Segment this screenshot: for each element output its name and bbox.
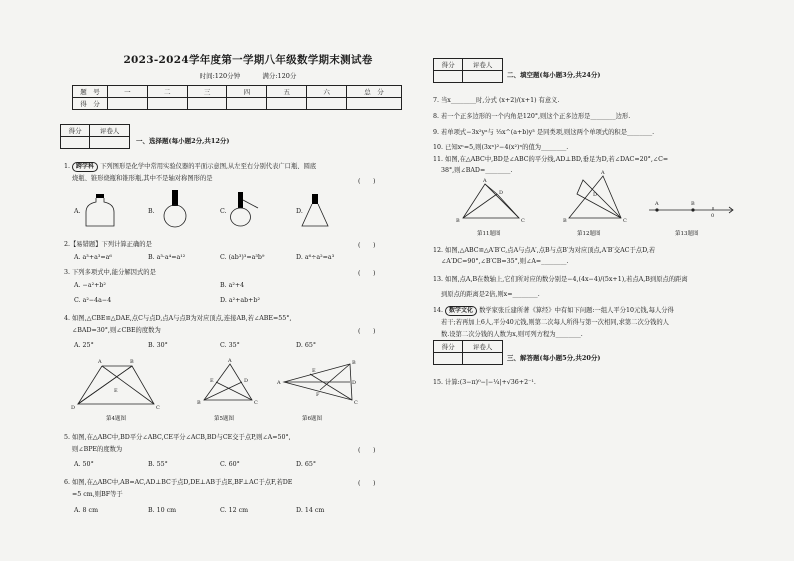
score-cell[interactable] xyxy=(108,98,148,110)
q4-option-a[interactable]: A. 25° xyxy=(74,342,94,349)
fig12-label: D xyxy=(593,192,598,198)
figure-6-caption: 第6题图 xyxy=(302,416,322,422)
question-8: 8. 若一个正多边形的一个内角是120°,则这个正多边形是________边形. xyxy=(433,113,631,120)
fig6-label: C xyxy=(354,400,358,406)
grader-score-label: 得分 xyxy=(61,125,90,137)
question-12-line2: ∠A′DC=90°,∠B′CB=35°,则∠A=________. xyxy=(441,258,569,265)
figure-5-caption: 第5题图 xyxy=(214,416,234,422)
grader-score-cell[interactable] xyxy=(434,353,463,365)
fig6-label: E xyxy=(312,368,316,374)
fig6-label: D xyxy=(352,380,357,386)
score-header-cell: 题 号 xyxy=(73,86,108,98)
fig5-label: D xyxy=(244,378,249,384)
q6-option-d[interactable]: D. 14 cm xyxy=(296,507,325,514)
grader-label: 评卷人 xyxy=(463,59,503,71)
grader-label: 评卷人 xyxy=(463,341,503,353)
figure-13-number-line xyxy=(647,198,737,218)
q1-text2: 烧瓶、锥形烧瓶和锥形瓶,其中不是轴对称图形的是 xyxy=(72,175,213,182)
wide-mouth-bottle-icon xyxy=(86,194,114,226)
grader-label: 评卷人 xyxy=(90,125,130,137)
score-table-score-row xyxy=(73,98,402,110)
question-15: 15. 计算:(3−π)⁰−|−¼|+√36+2⁻¹. xyxy=(433,379,536,386)
fig13-label: 0 xyxy=(711,213,715,219)
figure-12 xyxy=(563,170,633,224)
question-4-line1: 4. 如图,△CBE≌△DAE,点C与点D,点A与点B为对应顶点,连接AB,若∠ABE=55°, xyxy=(64,315,292,322)
fig4-label: D xyxy=(71,405,76,411)
figure-11 xyxy=(456,178,529,224)
question-5-line2: 则∠BPE的度数为 xyxy=(72,446,123,453)
figure-4 xyxy=(71,359,164,411)
question-6-line2: =5 cm,则BF等于 xyxy=(72,491,123,498)
grader-score-cell[interactable] xyxy=(61,137,90,149)
q5-option-d[interactable]: D. 65° xyxy=(296,461,316,468)
q2-option-c[interactable]: C. (ab³)³=a³b⁹ xyxy=(220,254,265,261)
grader-box-3 xyxy=(433,340,503,365)
q2-answer-bracket[interactable]: ( ) xyxy=(358,242,376,249)
q14-number: 14. xyxy=(433,307,444,314)
fig11-label: C xyxy=(521,218,525,224)
q15-answer-area[interactable] xyxy=(433,392,733,542)
score-header-cell: 六 xyxy=(307,86,347,98)
q5-option-b[interactable]: B. 55° xyxy=(148,461,168,468)
q1-option-a[interactable]: A. xyxy=(74,208,81,215)
exam-full-score: 满分:120分 xyxy=(262,72,297,80)
grader-score-label: 得分 xyxy=(434,341,463,353)
distilling-flask-icon xyxy=(231,192,259,226)
score-header-cell: 总 分 xyxy=(347,86,402,98)
score-cell[interactable] xyxy=(187,98,227,110)
question-10: 10. 已知xⁿ=5,则(3xⁿ)²−4(x²)ⁿ的值为________. xyxy=(433,144,569,151)
fig4-label: B xyxy=(130,359,134,365)
grader-cell[interactable] xyxy=(90,137,130,149)
figure-11-caption: 第11题图 xyxy=(477,231,501,237)
q6-answer-bracket[interactable]: ( ) xyxy=(358,480,376,487)
q1-option-c[interactable]: C. xyxy=(220,208,227,215)
q4-option-d[interactable]: D. 65° xyxy=(296,342,316,349)
question-1 xyxy=(64,162,316,172)
figure-4-caption: 第4题图 xyxy=(106,416,126,422)
fig13-label: A xyxy=(655,201,659,207)
fig4-label: E xyxy=(114,388,118,394)
fig6-label: B xyxy=(352,360,356,366)
question-2: 2.【易错题】下列计算正确的是 xyxy=(64,241,152,248)
q4-answer-bracket[interactable]: ( ) xyxy=(358,328,376,335)
question-11-line1: 11. 如图,在△ABC中,BD是∠ABC的平分线,AD⊥BD,垂足为D,若∠DAC=20°,∠C= xyxy=(433,156,669,163)
exam-title: 2023-2024学年度第一学期八年级数学期末测试卷 xyxy=(123,54,373,66)
question-5-line1: 5. 如图,在△ABC中,BD平分∠ABC,CE平分∠ACB,BD与CE交于点P,则∠A=50°, xyxy=(64,434,291,441)
q1-tag: 跨学科 xyxy=(72,162,98,172)
fig12-label: B xyxy=(563,218,567,224)
q1-number: 1. xyxy=(64,163,71,170)
grader-score-label: 得分 xyxy=(434,59,463,71)
grader-box-2 xyxy=(433,58,503,83)
question-4-line2: ∠BAD=30°,则∠CBE的度数为 xyxy=(72,327,161,334)
exam-time-score xyxy=(168,71,328,80)
q5-option-c[interactable]: C. 60° xyxy=(220,461,240,468)
fig4-label: C xyxy=(156,405,160,411)
question-6-line1: 6. 如图,在△ABC中,AB=AC,AD⊥BC于点D,DE⊥AB于点E,BF⊥AC于点F,若DE xyxy=(64,479,293,486)
fig5-label: E xyxy=(210,378,214,384)
figure-6 xyxy=(277,360,360,410)
score-cell[interactable] xyxy=(147,98,187,110)
score-cell[interactable] xyxy=(227,98,267,110)
section-3-title: 三、解答题(每小题5分,共20分) xyxy=(507,354,601,362)
score-cell[interactable] xyxy=(307,98,347,110)
q3-option-c[interactable]: C. a²−4a−4 xyxy=(74,297,112,304)
question-3: 3. 下列多项式中,能分解因式的是 xyxy=(64,269,156,276)
q3-option-a[interactable]: A. −a²+b² xyxy=(74,282,106,289)
q1-option-d[interactable]: D. xyxy=(296,208,303,215)
q14-tag: 数学文化 xyxy=(445,306,477,316)
q2-option-a[interactable]: A. a³+a³=a⁶ xyxy=(74,254,112,261)
fig13-label: B xyxy=(691,201,695,207)
section-2-title: 二、填空题(每小题3分,共24分) xyxy=(507,71,601,79)
fig11-label: D xyxy=(499,190,504,196)
question-13-line2: 到原点的距离是2倍,则x=________. xyxy=(441,291,540,298)
score-table-header-row xyxy=(73,86,402,98)
score-table xyxy=(72,85,402,110)
q3-answer-bracket[interactable]: ( ) xyxy=(358,270,376,277)
section-1-title: 一、选择题(每小题2分,共12分) xyxy=(136,137,230,145)
q2-option-b[interactable]: B. a³·a⁴=a¹² xyxy=(148,254,186,261)
conical-flask-icon xyxy=(302,194,328,226)
q4-option-b[interactable]: B. 30° xyxy=(148,342,168,349)
fig11-label: B xyxy=(456,218,460,224)
score-row-label: 得 分 xyxy=(73,98,108,110)
grader-cell[interactable] xyxy=(463,71,503,83)
grader-score-cell[interactable] xyxy=(434,71,463,83)
fig11-label: A xyxy=(483,178,487,184)
fig6-label: A xyxy=(277,380,281,386)
score-header-cell: 二 xyxy=(147,86,187,98)
q1-text1: 下列图形是化学中常用实验仪器的平面示意图,从左至右分别代表广口瓶、圆底 xyxy=(100,163,317,170)
grader-cell[interactable] xyxy=(463,353,503,365)
fig12-label: C xyxy=(623,218,627,224)
question-14-line3: 数.设第二次分钱的人数为x,则可列方程为________. xyxy=(441,331,583,338)
score-header-cell: 五 xyxy=(267,86,307,98)
round-flask-icon xyxy=(164,190,186,227)
q5-answer-bracket[interactable]: ( ) xyxy=(358,447,376,454)
question-7: 7. 当x________时,分式 (x+2)/(x+1) 有意义. xyxy=(433,97,560,104)
figure-13-caption: 第13题图 xyxy=(675,231,699,237)
score-header-cell: 一 xyxy=(108,86,148,98)
q1-answer-bracket[interactable]: ( ) xyxy=(358,178,376,185)
score-cell[interactable] xyxy=(267,98,307,110)
q6-option-c[interactable]: C. 12 cm xyxy=(220,507,249,514)
figure-5 xyxy=(197,358,260,410)
fig5-label: A xyxy=(228,358,232,364)
q1-option-b[interactable]: B. xyxy=(148,208,155,215)
q4-option-c[interactable]: C. 35° xyxy=(220,342,240,349)
fig4-label: A xyxy=(98,359,102,365)
question-13-line1: 13. 如图,点A,B在数轴上,它们所对应的数分别是−4,(4x−4)/(5x+1),若点A,B到原点的距离 xyxy=(433,276,688,283)
fig6-label: F xyxy=(316,392,320,398)
score-header-cell: 三 xyxy=(187,86,227,98)
question-14-line2: 若干;若再加上6人,平分40元钱,则第二次每人所得与第一次相同,求第二次分钱的人 xyxy=(441,319,669,326)
fig5-label: C xyxy=(254,400,258,406)
q1-apparatus-figures xyxy=(68,190,368,230)
question-12-line1: 12. 如图,△ABC≌△A′B′C,点A与点A′,点B与点B′为对应顶点,A′B′交AC于点D,若 xyxy=(433,247,656,254)
score-cell[interactable] xyxy=(347,98,402,110)
q5-option-a[interactable]: A. 50° xyxy=(74,461,94,468)
figure-12-caption: 第12题图 xyxy=(577,231,601,237)
fig5-label: B xyxy=(197,400,201,406)
q2-option-d[interactable]: D. a⁶÷a²=a³ xyxy=(296,254,335,261)
q14-line1: 数学家张丘建所著《算经》中有如下问题:一组人平分10元钱,每人分得 xyxy=(479,307,674,314)
fig12-label: A xyxy=(601,170,605,176)
score-header-cell: 四 xyxy=(227,86,267,98)
grader-box-1 xyxy=(60,124,130,149)
q6-option-b[interactable]: B. 10 cm xyxy=(148,507,177,514)
question-11-line2: 38°,则∠BAD=________. xyxy=(441,167,513,174)
question-14 xyxy=(433,306,674,316)
q6-option-a[interactable]: A. 8 cm xyxy=(74,507,99,514)
q3-option-b[interactable]: B. a²+4 xyxy=(220,282,245,289)
question-9: 9. 若单项式−3x²yᵃ与 ⅓x^(a+b)y³ 是同类项,则这两个单项式的积是________. xyxy=(433,129,655,136)
q3-option-d[interactable]: D. a²+ab+b² xyxy=(220,297,260,304)
exam-time: 时间:120分钟 xyxy=(199,72,241,80)
